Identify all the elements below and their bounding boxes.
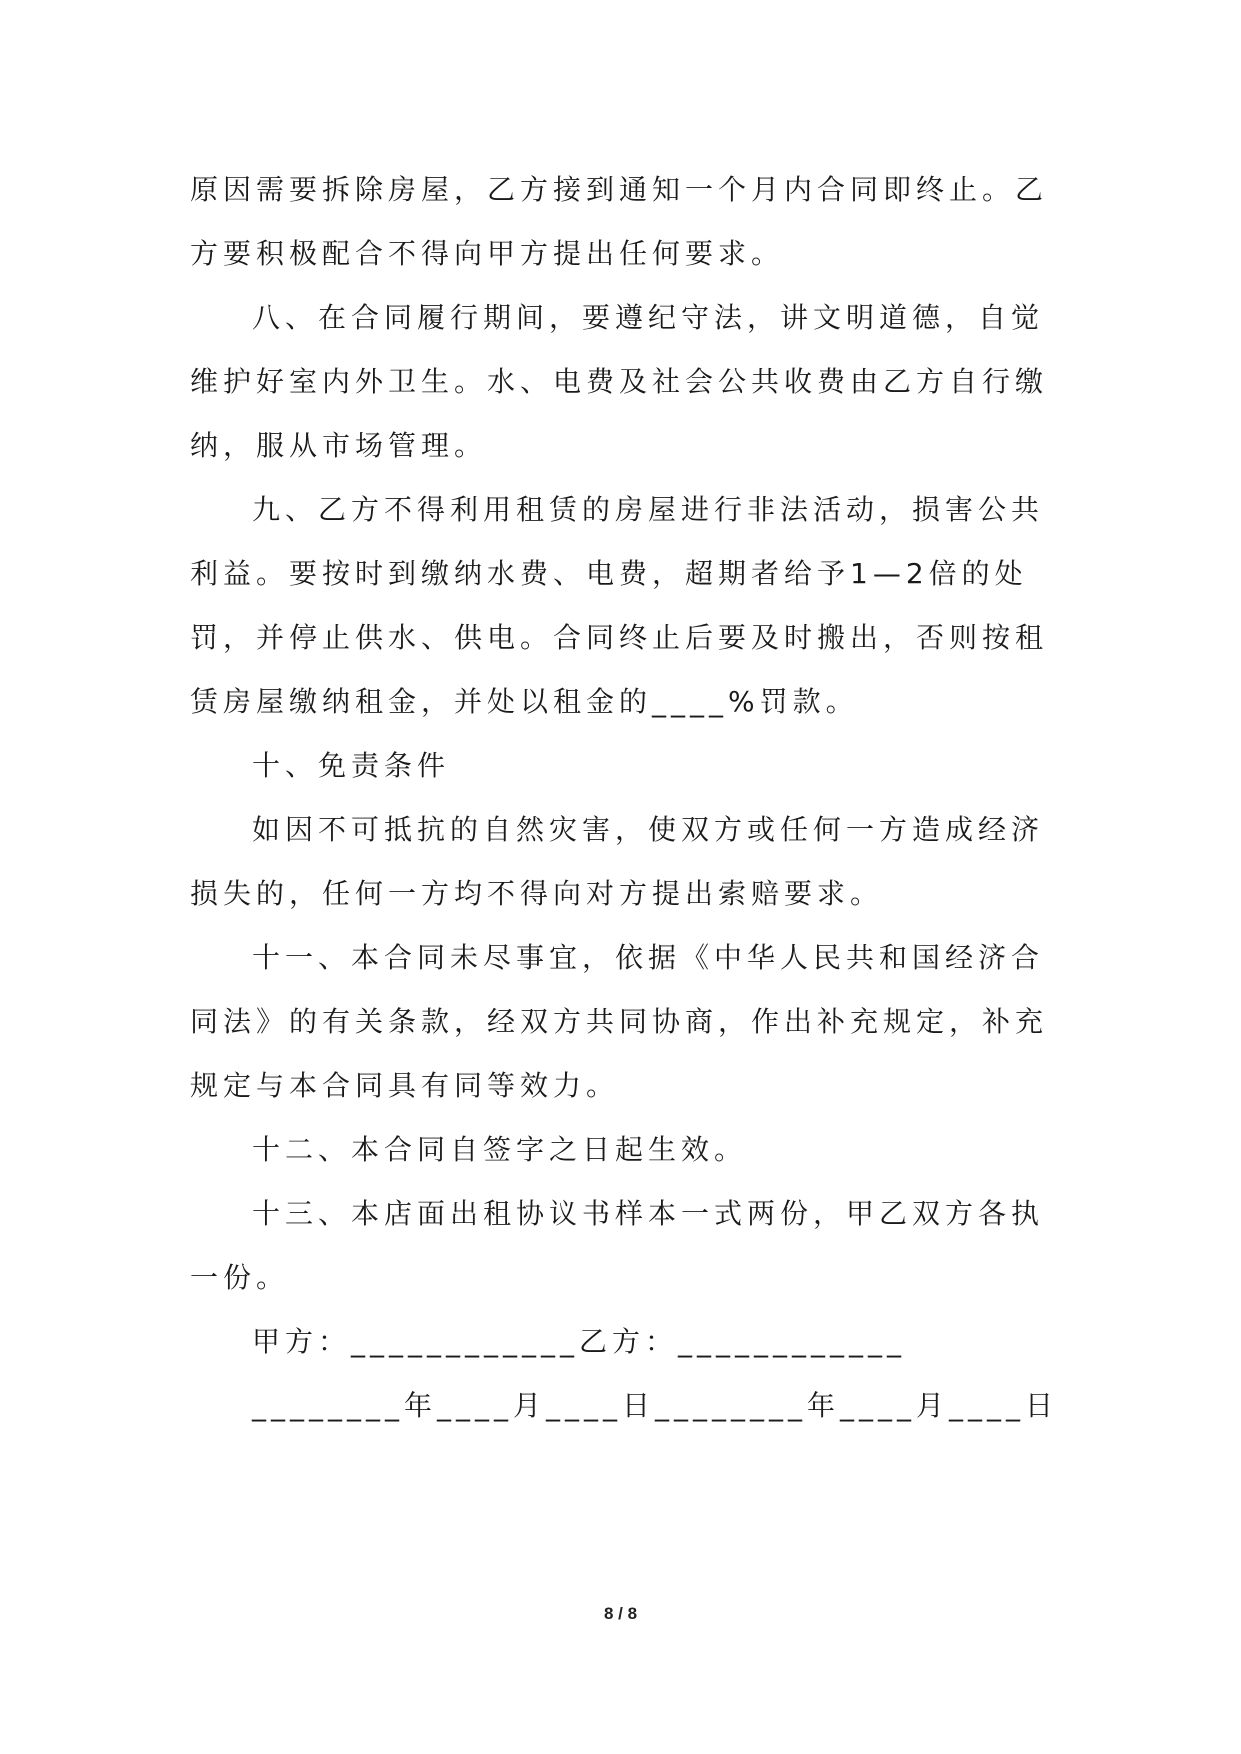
page-number: 8 / 8 — [603, 1604, 638, 1623]
date-line: ________年____月____日________年____月____日 — [252, 1389, 1059, 1422]
heading-clause-10: 十、免责条件 — [252, 749, 451, 782]
paragraph-clause-12: 十二、本合同自签字之日起生效。 — [252, 1133, 748, 1166]
signature-line: 甲方：____________乙方：____________ — [252, 1325, 907, 1358]
paragraph-continuation: 原因需要拆除房屋，乙方接到通知一个月内合同即终止。乙方要积极配合不得向甲方提出任何要求。 — [190, 173, 1049, 270]
paragraph-clause-9: 九、乙方不得利用租赁的房屋进行非法活动，损害公共利益。要按时到缴纳水费、电费，超期者给予1—2倍的处罚，并停止供水、供电。合同终止后要及时搬出，否则按租赁房屋缴纳租金，并处以租金的____%罚款。 — [190, 493, 1049, 718]
paragraph-clause-8: 八、在合同履行期间，要遵纪守法，讲文明道德，自觉维护好室内外卫生。水、电费及社会公共收费由乙方自行缴纳，服从市场管理。 — [190, 301, 1049, 462]
paragraph-clause-10-body: 如因不可抵抗的自然灾害，使双方或任何一方造成经济损失的，任何一方均不得向对方提出索赔要求。 — [190, 813, 1045, 910]
document-body — [190, 158, 1059, 1438]
paragraph-clause-11: 十一、本合同未尽事宜，依据《中华人民共和国经济合同法》的有关条款，经双方共同协商，作出补充规定，补充规定与本合同具有同等效力。 — [190, 941, 1049, 1102]
paragraph-clause-13: 十三、本店面出租协议书样本一式两份，甲乙双方各执一份。 — [190, 1197, 1045, 1294]
